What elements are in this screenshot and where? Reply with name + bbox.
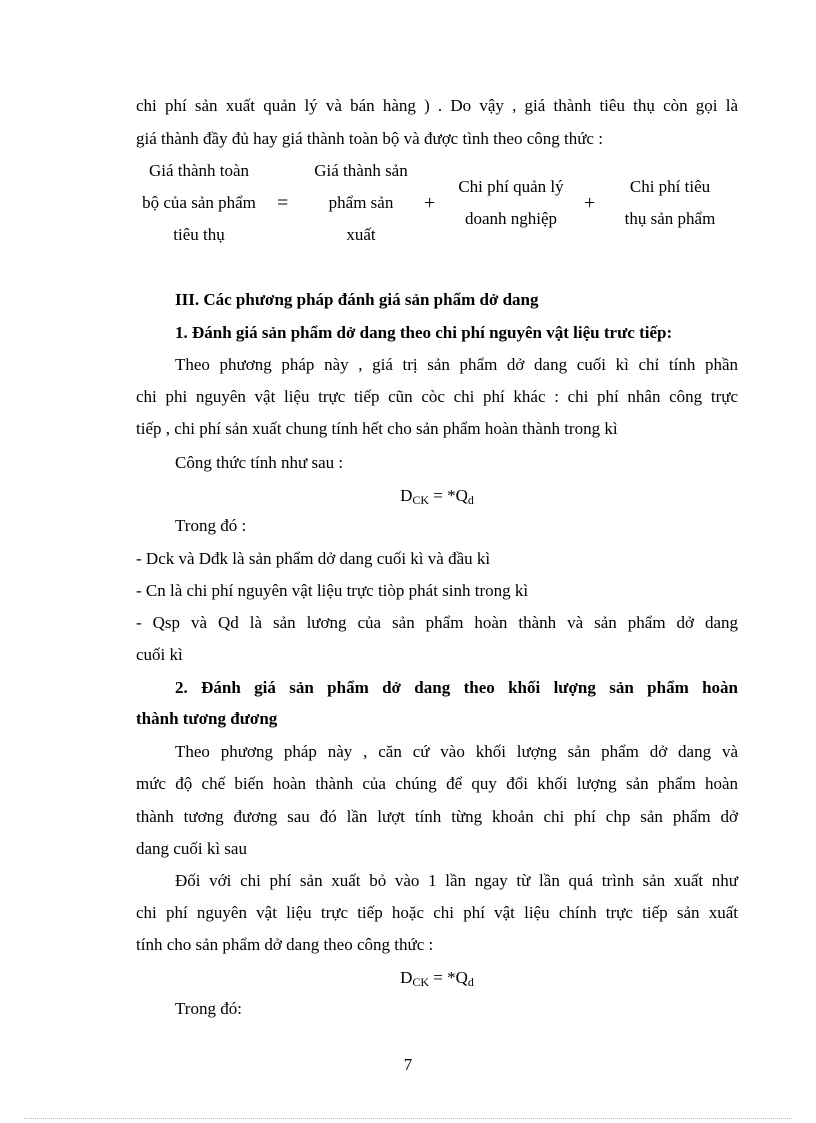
paragraph-line: chi phí sản xuất quản lý và bán hàng ) . Do vậy , giá thành tiêu thụ còn gọi là bbox=[136, 96, 738, 115]
bullet-item: cuối kì bbox=[136, 645, 183, 664]
formula-term-line: tiêu thụ bbox=[173, 225, 225, 244]
formula-term-line: thụ sản phẩm bbox=[624, 209, 716, 228]
formula-term-line: Giá thành toàn bbox=[148, 161, 250, 180]
paragraph-line: thành tương đương sau đó lần lượt tính từng khoản chi phí chp sản phẩm dở bbox=[136, 807, 738, 826]
bullet-item: - Cn là chi phí nguyên vật liệu trực tiòp phát sinh trong kì bbox=[136, 581, 529, 600]
paragraph-line: Trong đó : bbox=[175, 516, 247, 535]
paragraph-line: chi phi nguyên vật liệu trực tiếp cũn còc chi phí khác : chi phí nhân công trực bbox=[136, 387, 738, 406]
paragraph-line: tiếp , chi phí sản xuất chung tính hết cho sản phẩm hoàn thành trong kì bbox=[136, 419, 618, 438]
bullet-item: - Qsp và Qd là sản lương của sản phẩm hoàn thành và sản phẩm dở dang bbox=[136, 613, 738, 632]
formula-term-line: Chi phí quản lý bbox=[458, 177, 564, 196]
subsection-heading: thành tương đương bbox=[136, 709, 278, 728]
equals-sign: = bbox=[277, 192, 289, 214]
paragraph-line: Trong đó: bbox=[175, 999, 242, 1018]
plus-sign: + bbox=[424, 192, 436, 214]
paragraph-line: tính cho sản phẩm dở dang theo công thức : bbox=[136, 935, 434, 954]
paragraph-line: Theo phương pháp này , căn cứ vào khối lượng sản phẩm dở dang và bbox=[175, 742, 738, 761]
paragraph-line: Công thức tính như sau : bbox=[175, 453, 344, 472]
paragraph-line: Đối với chi phí sản xuất bỏ vào 1 lần ngay từ lần quá trình sản xuất như bbox=[175, 871, 738, 890]
page-number: 7 bbox=[403, 1055, 413, 1074]
formula-term-line: Chi phí tiêu bbox=[629, 177, 711, 196]
page-bottom-rule bbox=[24, 1118, 792, 1119]
formula-term-line: xuất bbox=[346, 225, 376, 244]
formula-term-line: Giá thành sản bbox=[314, 161, 408, 180]
formula-dck-1: $D_{CK} = *Q_d$ bbox=[400, 486, 474, 507]
section-heading: III. Các phương pháp đánh giá sản phẩm dở dang bbox=[175, 290, 539, 309]
bullet-item: - Dck và Dđk là sản phẩm dở dang cuối kì và đầu kì bbox=[136, 549, 491, 568]
subsection-heading: 2. Đánh giá sản phẩm dở dang theo khối lượng sản phẩm hoàn bbox=[175, 678, 738, 697]
paragraph-line: mức độ chế biến hoàn thành của chúng để quy đổi khối lượng sản phẩm hoàn bbox=[136, 774, 738, 793]
formula-dck-2: $D_{CK} = *Q_d$ bbox=[400, 968, 474, 989]
formula-term-line: phẩm sản bbox=[328, 193, 394, 212]
plus-sign: + bbox=[584, 192, 596, 214]
paragraph-line: Theo phương pháp này , giá trị sản phẩm dở dang cuối kì chỉ tính phần bbox=[175, 355, 738, 374]
subsection-heading: 1. Đánh giá sản phẩm dở dang theo chi phí nguyên vật liệu trưc tiếp: bbox=[175, 323, 673, 342]
paragraph-line: giá thành đầy đủ hay giá thành toàn bộ và được tình theo công thức : bbox=[136, 129, 603, 148]
formula-term-line: doanh nghiệp bbox=[464, 209, 558, 228]
paragraph-line: dang cuối kì sau bbox=[136, 839, 247, 858]
paragraph-line: chi phí nguyên vật liệu trực tiếp hoặc chi phí vật liệu chính trực tiếp sản xuất bbox=[136, 903, 738, 922]
formula-term-line: bộ của sản phẩm bbox=[142, 193, 256, 212]
